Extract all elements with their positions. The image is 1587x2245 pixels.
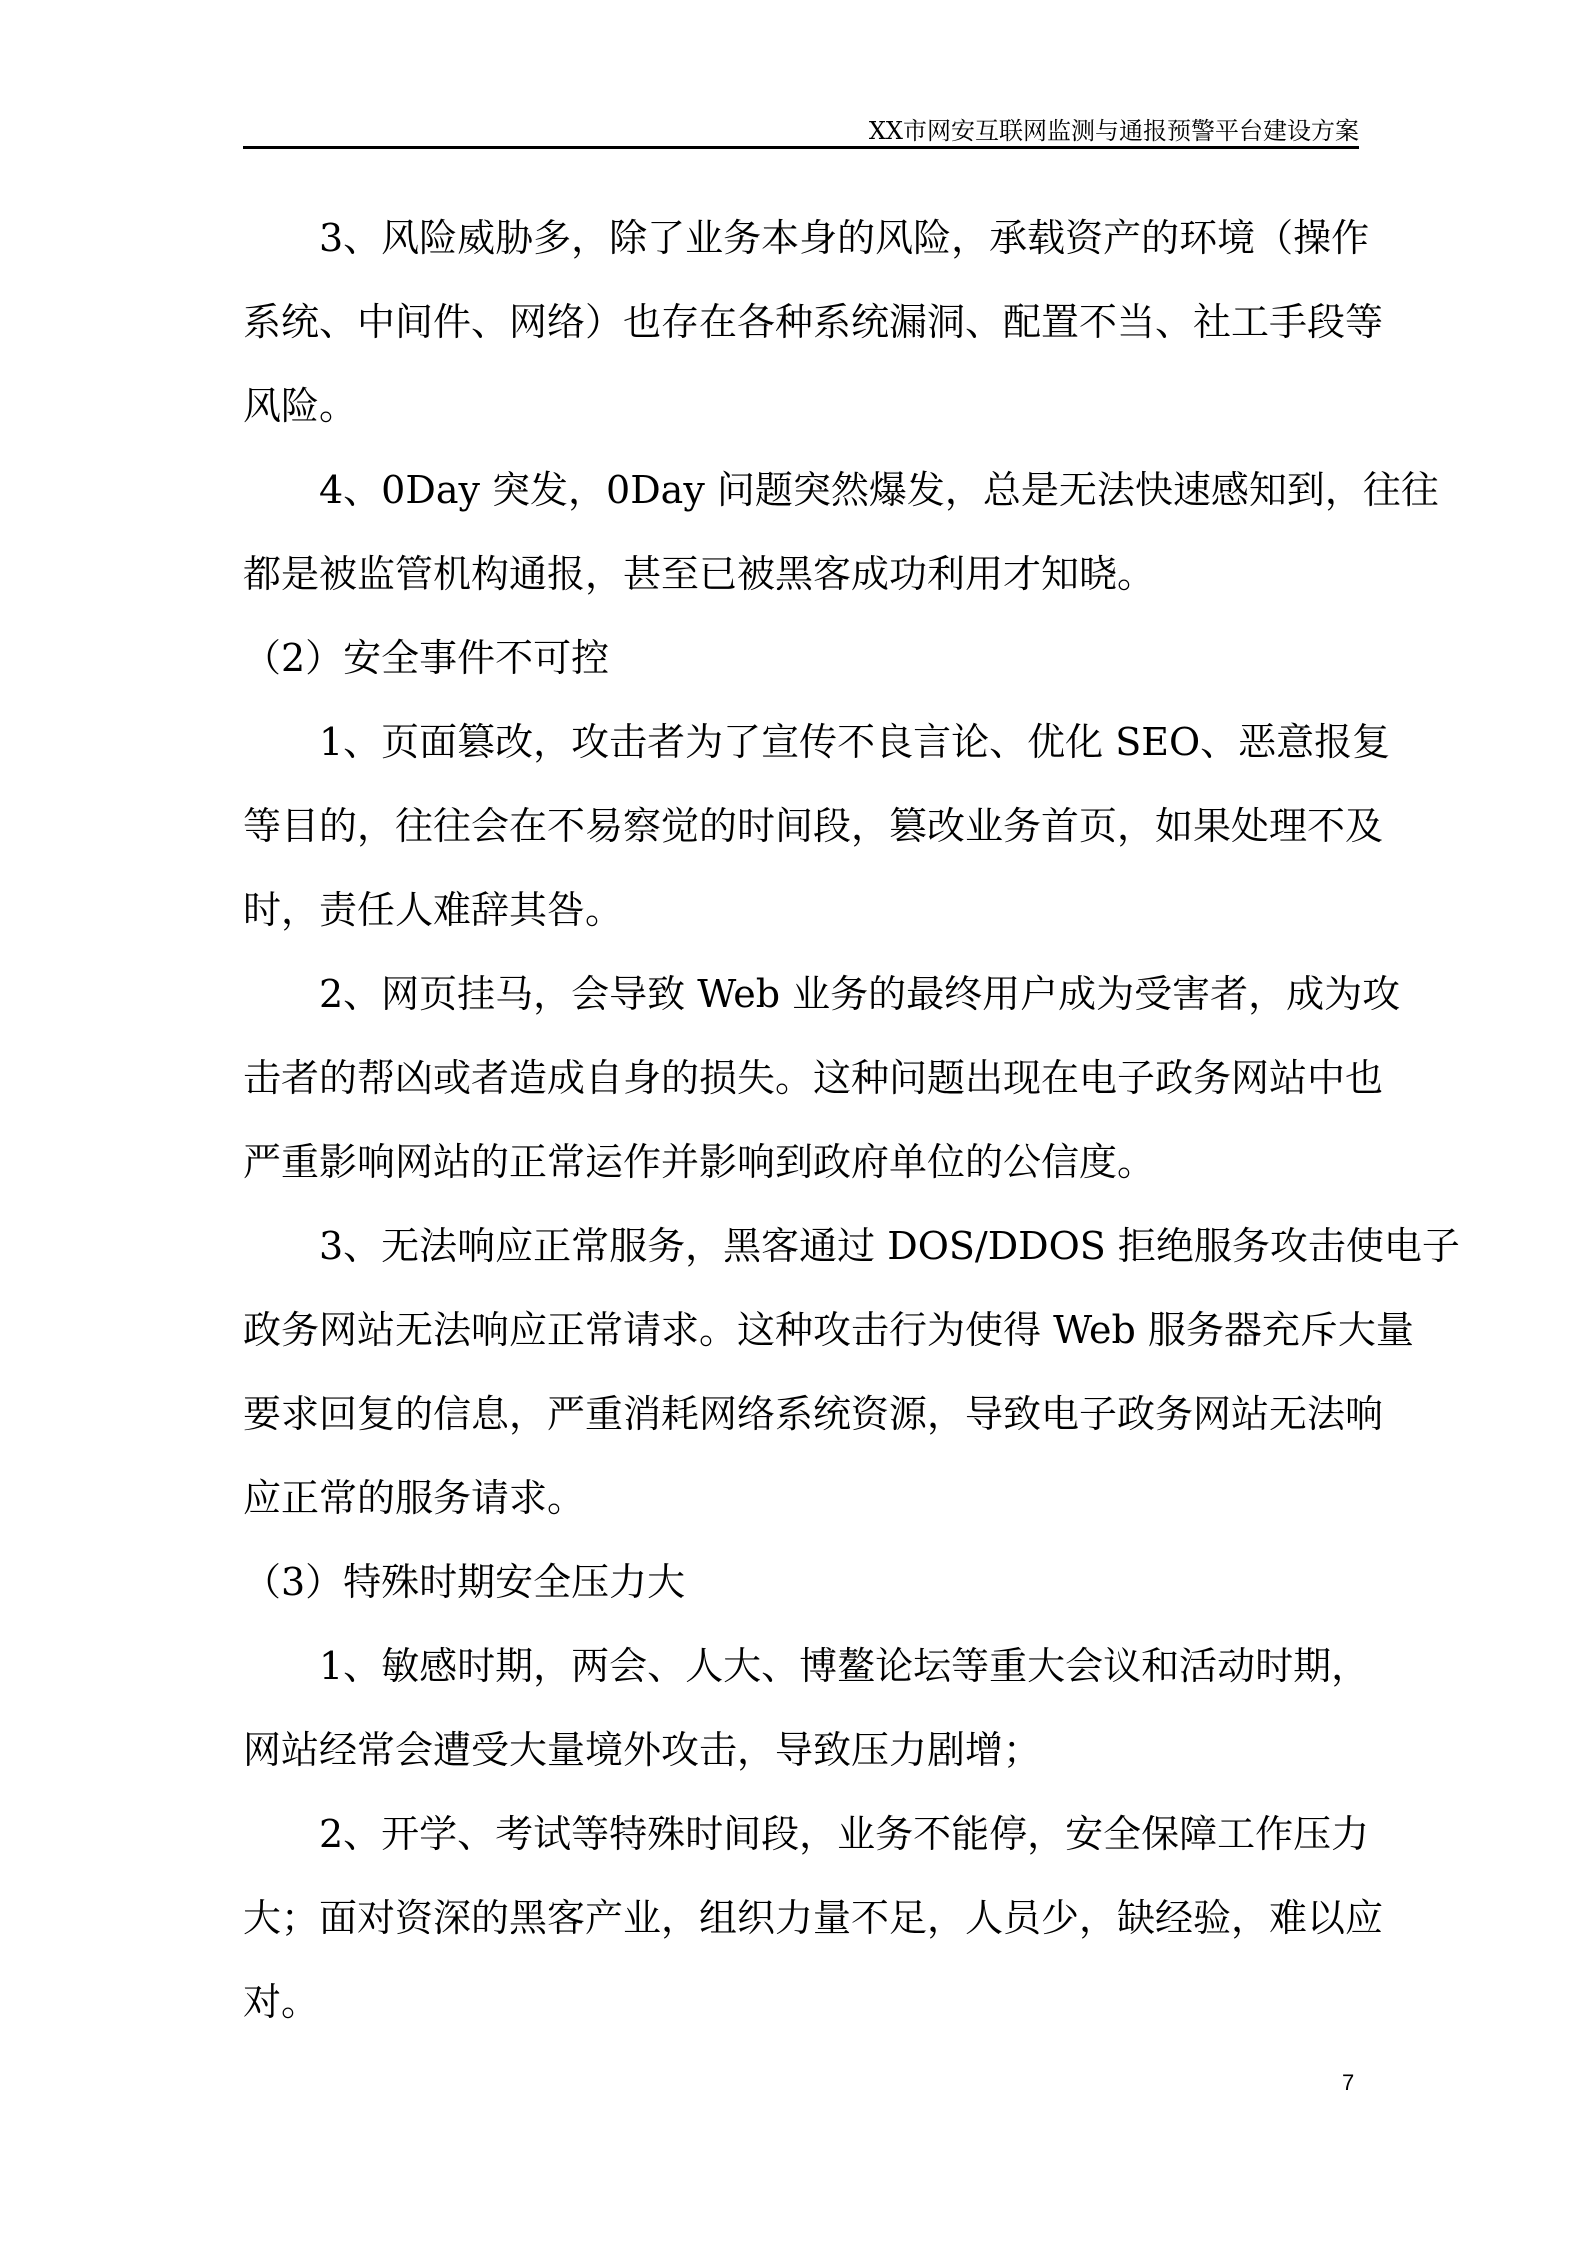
running-header-title: XX市网安互联网监测与通报预警平台建设方案	[868, 117, 1359, 145]
page-number: 7	[1342, 2070, 1355, 2095]
text-line: （2）安全事件不可控	[243, 636, 610, 680]
text-line: 时，责任人难辞其咎。	[243, 888, 624, 932]
text-line: 系统、中间件、网络）也存在各种系统漏洞、配置不当、社工手段等	[243, 300, 1384, 344]
text-line: 都是被监管机构通报，甚至已被黑客成功利用才知晓。	[243, 552, 1156, 596]
text-line: 4、0Day 突发，0Day 问题突然爆发，总是无法快速感知到，往往	[319, 468, 1439, 512]
text-line: 击者的帮凶或者造成自身的损失。这种问题出现在电子政务网站中也	[243, 1056, 1384, 1100]
header-divider	[243, 146, 1359, 149]
text-line: 3、无法响应正常服务，黑客通过 DOS/DDOS 拒绝服务攻击使电子	[319, 1224, 1460, 1268]
text-line: 应正常的服务请求。	[243, 1476, 586, 1520]
text-line: 对。	[243, 1980, 320, 2024]
document-body	[243, 196, 1460, 2044]
text-line: 2、网页挂马，会导致 Web 业务的最终用户成为受害者，成为攻	[319, 972, 1401, 1016]
text-line: 风险。	[243, 384, 358, 428]
text-line: 要求回复的信息，严重消耗网络系统资源，导致电子政务网站无法响	[243, 1392, 1384, 1436]
text-line: 3、风险威胁多，除了业务本身的风险，承载资产的环境（操作	[319, 216, 1370, 260]
text-line: 1、敏感时期，两会、人大、博鳌论坛等重大会议和活动时期，	[319, 1644, 1370, 1688]
text-line: 严重影响网站的正常运作并影响到政府单位的公信度。	[243, 1140, 1156, 1184]
text-line: 2、开学、考试等特殊时间段，业务不能停，安全保障工作压力	[319, 1812, 1370, 1856]
text-line: 政务网站无法响应正常请求。这种攻击行为使得 Web 服务器充斥大量	[243, 1308, 1414, 1352]
text-line: （3）特殊时期安全压力大	[243, 1560, 686, 1604]
text-line: 1、页面篡改，攻击者为了宣传不良言论、优化 SEO、恶意报复	[319, 720, 1391, 764]
text-line: 等目的，往往会在不易察觉的时间段，篡改业务首页，如果处理不及	[243, 804, 1384, 848]
text-line: 大；面对资深的黑客产业，组织力量不足，人员少，缺经验，难以应	[243, 1896, 1384, 1940]
text-line: 网站经常会遭受大量境外攻击，导致压力剧增；	[243, 1728, 1042, 1772]
